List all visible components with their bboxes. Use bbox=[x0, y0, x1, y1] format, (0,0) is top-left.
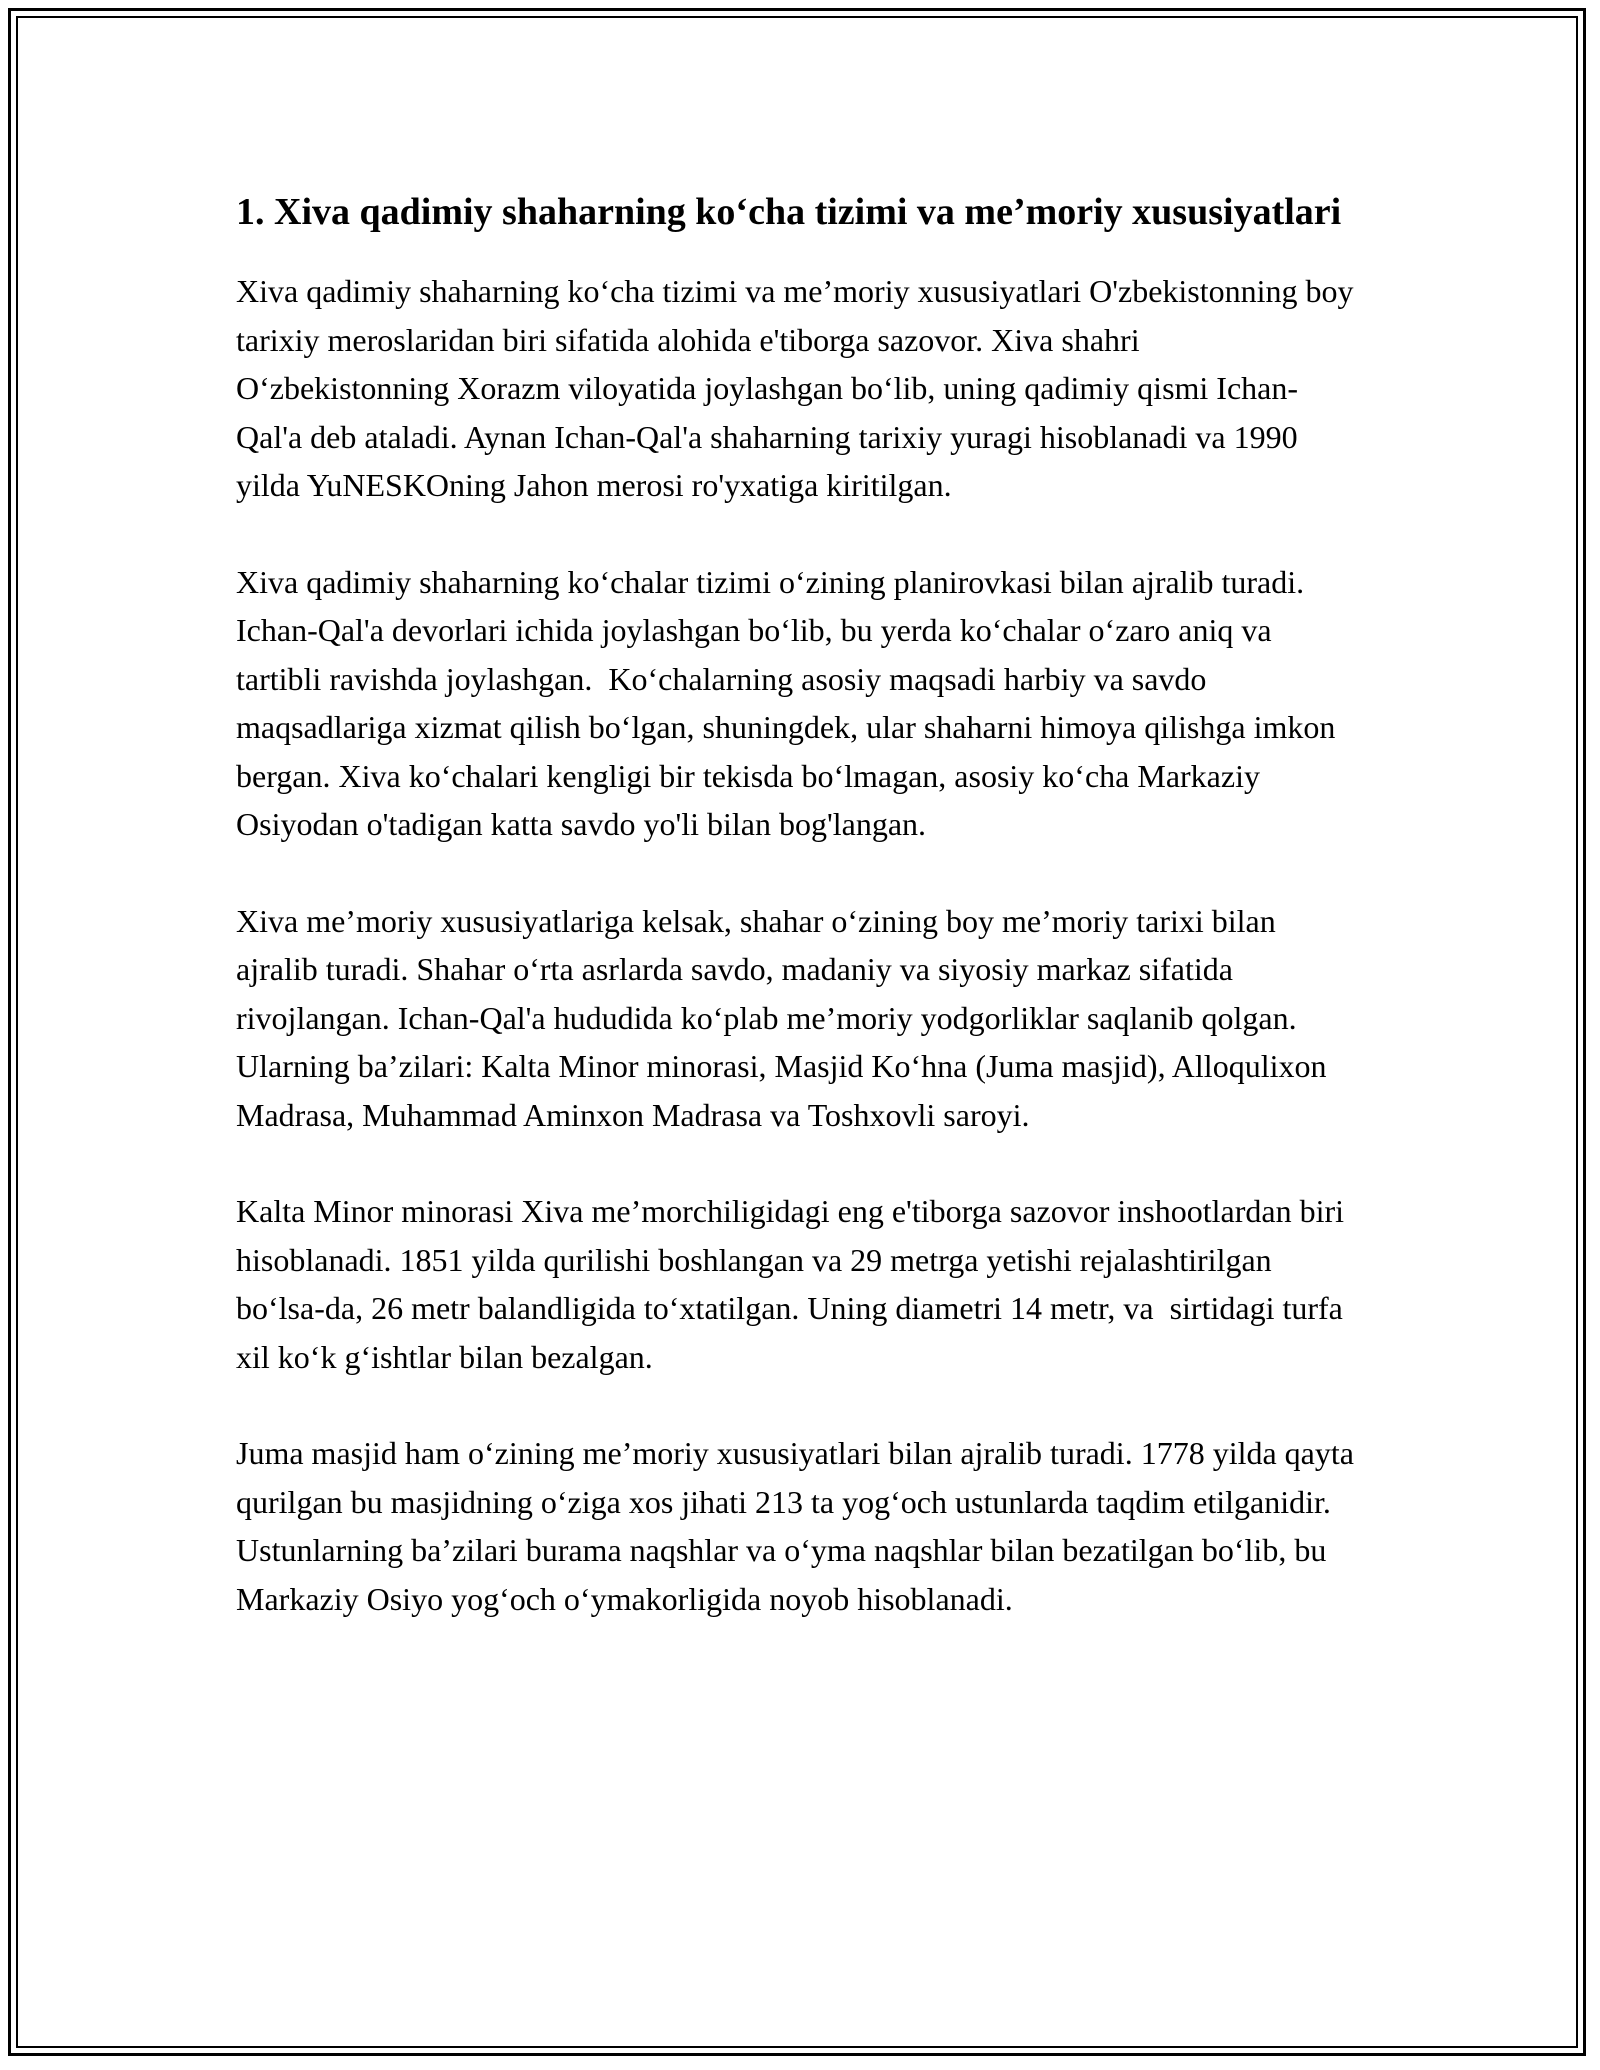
paragraph-kalta-minor: Kalta Minor minorasi Xiva me’morchiligidagi eng e'tiborga sazovor inshootlardan biri hisoblanadi. 1851 yilda qurilishi boshlangan va 29 metrga yetishi rejalashtirilgan bo‘lsa-da, 26 metr balandligida to‘xtatilgan. Uning diametri 14 metr, va sirtidagi turfa xil ko‘k g‘ishtlar bilan bezalgan. bbox=[236, 1193, 1353, 1375]
paragraph-architecture: Xiva me’moriy xususiyatlariga kelsak, shahar o‘zining boy me’moriy tarixi bilan ajralib turadi. Shahar o‘rta asrlarda savdo, madaniy va siyosiy markaz sifatida rivojlangan. Ichan-Qal'a hududida ko‘plab me’moriy yodgorliklar saqlanib qolgan. Ularning ba’zilari: Kalta Minor minorasi, Masjid Ko‘hna (Juma masjid), Alloqulixon Madrasa, Muhammad Aminxon Madrasa va Toshxovli saroyi. bbox=[236, 902, 1335, 1133]
document-body bbox=[236, 186, 1362, 1671]
section-heading: 1. Xiva qadimiy shaharning ko‘cha tizimi va me’moriy xususiyatlari bbox=[236, 191, 1342, 233]
paragraph-juma-mosque: Juma masjid ham o‘zining me’moriy xususiyatlari bilan ajralib turadi. 1778 yilda qayta qurilgan bu masjidning o‘ziga xos jihati 213 ta yog‘och ustunlarda taqdim etilganidir. Ustunlarning ba’zilari burama naqshlar va o‘yma naqshlar bilan bezatilgan bo‘lib, bu Markaziy Osiyo yog‘och o‘ymakorligida noyob hisoblanadi. bbox=[236, 1435, 1362, 1617]
paragraph-intro: Xiva qadimiy shaharning ko‘cha tizimi va me’moriy xususiyatlari O'zbekistonning boy tarixiy meroslaridan biri sifatida alohida e'tiborga sazovor. Xiva shahri O‘zbekistonning Xorazm viloyatida joylashgan bo‘lib, uning qadimiy qismi Ichan-Qal'a deb ataladi. Aynan Ichan-Qal'a shaharning tarixiy yuragi hisoblanadi va 1990 yilda YuNESKOning Jahon merosi ro'yxatiga kiritilgan. bbox=[236, 273, 1362, 503]
paragraph-street-system: Xiva qadimiy shaharning ko‘chalar tizimi o‘zining planirovkasi bilan ajralib turadi. Ichan-Qal'a devorlari ichida joylashgan bo‘lib, bu yerda ko‘chalar o‘zaro aniq va tartibli ravishda joylashgan. Ko‘chalarning asosiy maqsadi harbiy va savdo maqsadlariga xizmat qilish bo‘lgan, shuningdek, ular shaharni himoya qilishga imkon bergan. Xiva ko‘chalari kengligi bir tekisda bo‘lmagan, asosiy ko‘cha Markaziy Osiyodan o'tadigan katta savdo yo'li bilan bog'langan. bbox=[236, 563, 1344, 842]
